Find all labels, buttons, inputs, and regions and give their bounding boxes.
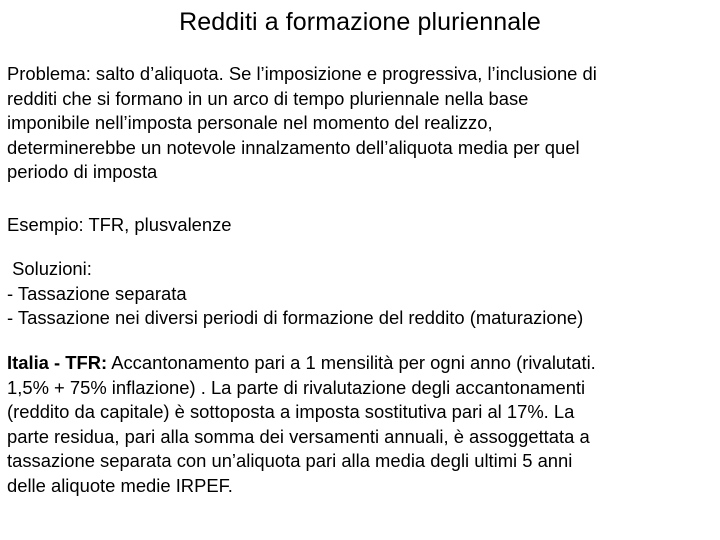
italy-line: 1,5% + 75% inflazione) . La parte di rivalutazione degli accantonamenti: [7, 376, 586, 398]
italy-line: parte residua, pari alla somma dei versamenti annuali, è assoggettata a: [7, 425, 590, 447]
example-paragraph: [7, 213, 713, 238]
italy-line: (reddito da capitale) è sottoposta a imposta sostitutiva pari al 17%. La: [7, 401, 575, 422]
solution-item: - Tassazione separata: [7, 282, 187, 304]
problem-line: redditi che si formano in un arco di tempo pluriennale nella base: [7, 87, 529, 109]
solution-item: - Tassazione nei diversi periodi di formazione del reddito (maturazione): [7, 307, 584, 328]
italy-first-line: [7, 351, 713, 376]
problem-line: periodo di imposta: [7, 161, 158, 182]
problem-paragraph: [7, 62, 713, 185]
problem-line: determinerebbe un notevole innalzamento dell’aliquota media per quel: [7, 136, 580, 158]
italy-first-line-text: Accantonamento pari a 1 mensilità per ogni anno (rivalutati.: [107, 352, 596, 373]
italy-tfr-paragraph: [7, 351, 713, 498]
problem-line: Problema: salto d’aliquota. Se l’imposizione e progressiva, l’inclusione di: [7, 63, 597, 84]
italy-line: delle aliquote medie IRPEF.: [7, 474, 233, 496]
solutions-heading: Soluzioni:: [7, 258, 92, 279]
italy-tfr-label: Italia - TFR:: [7, 352, 108, 373]
problem-line: imponibile nell’imposta personale nel momento del realizzo,: [7, 112, 493, 133]
example-text: Esempio: TFR, plusvalenze: [7, 214, 232, 235]
slide-title: Redditi a formazione pluriennale: [179, 8, 541, 36]
italy-line: tassazione separata con un’aliquota pari alla media degli ultimi 5 anni: [7, 450, 573, 471]
solutions-paragraph: [7, 257, 713, 331]
